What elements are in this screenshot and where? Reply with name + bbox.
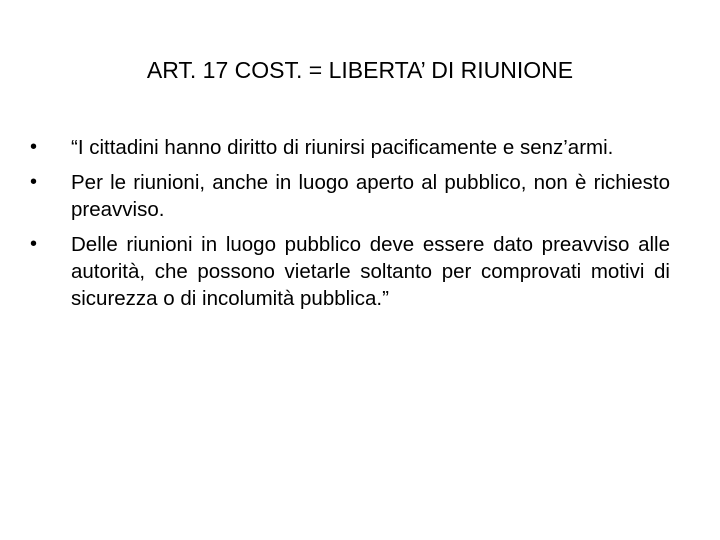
- bullet-text: Delle riunioni in luogo pubblico deve essere dato preavviso alle autorità, che possono vietarle soltanto per comprovati motivi di sicurezza o di incolumità pubblica.”: [71, 233, 670, 310]
- bullet-icon: •: [30, 136, 38, 158]
- bullet-item: [30, 134, 670, 161]
- bullet-item: [30, 231, 670, 312]
- bullet-item: [30, 169, 670, 223]
- bullet-text: Per le riunioni, anche in luogo aperto al pubblico, non è richiesto preavviso.: [71, 171, 670, 221]
- bullet-list: [30, 134, 670, 320]
- bullet-icon: •: [30, 233, 38, 255]
- bullet-icon: •: [30, 171, 38, 193]
- bullet-text: “I cittadini hanno diritto di riunirsi pacificamente e senz’armi.: [71, 136, 614, 159]
- slide-title: ART. 17 COST. = LIBERTA’ DI RIUNIONE: [146, 57, 574, 83]
